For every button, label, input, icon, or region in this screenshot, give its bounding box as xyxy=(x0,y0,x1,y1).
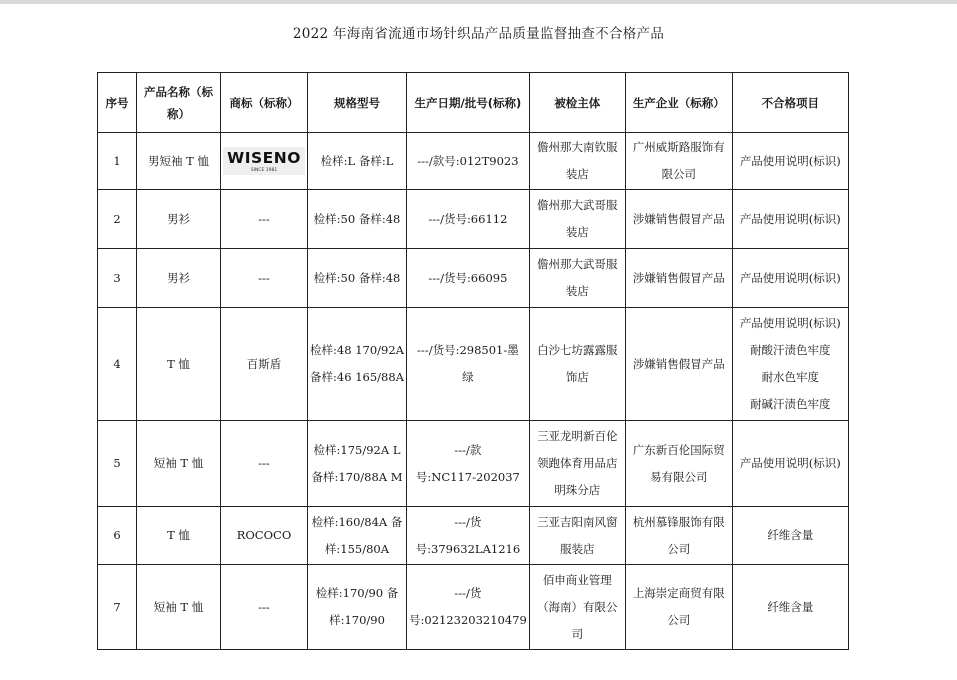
inspected-entity-cell xyxy=(529,133,625,190)
inspected-entity-cell xyxy=(529,190,625,249)
trademark-cell xyxy=(221,308,308,421)
inspected-entity-cell xyxy=(529,565,625,650)
batch-number-cell xyxy=(407,308,530,421)
batch-number-text: 号:02123203210479 xyxy=(409,613,527,627)
batch-number-cell xyxy=(407,507,530,565)
spec-text: 检样:48 170/92A xyxy=(310,343,404,357)
inspected-entity-text: 饰店 xyxy=(565,370,589,384)
batch-number-cell xyxy=(407,190,530,249)
product-name-cell xyxy=(137,565,221,650)
batch-number-cell xyxy=(407,565,530,650)
nonconforming-items-text: 纤维含量 xyxy=(767,599,814,614)
manufacturer-text: 公司 xyxy=(667,541,691,556)
trademark-text: --- xyxy=(258,599,270,614)
product-name-text: 男衫 xyxy=(167,270,190,285)
trademark-text: ROCOCO xyxy=(236,528,292,542)
manufacturer-text: 限公司 xyxy=(661,167,697,181)
batch-number-text: 绿 xyxy=(462,370,474,384)
row-index-text: 2 xyxy=(113,211,121,226)
row-index-cell xyxy=(98,249,137,308)
spec-cell xyxy=(308,507,407,565)
batch-number-text: ---/货 xyxy=(454,514,482,529)
inspected-entity-text: 装店 xyxy=(565,225,589,239)
batch-number-text: ---/货号:66112 xyxy=(428,211,508,226)
batch-number-text: ---/货号:298501-墨 xyxy=(417,343,519,357)
batch-number-text: ---/款号:012T9023 xyxy=(417,153,519,168)
manufacturer-cell xyxy=(625,565,732,650)
row-index-cell xyxy=(98,421,137,507)
product-name-text: 短袖 T 恤 xyxy=(153,599,204,614)
batch-number-text: ---/款 xyxy=(454,442,482,457)
manufacturer-text: 涉嫌销售假冒产品 xyxy=(632,356,725,371)
product-name-cell xyxy=(137,190,221,249)
row-index-cell xyxy=(98,308,137,421)
nonconforming-items-cell xyxy=(732,308,848,421)
inspected-entity-cell xyxy=(529,308,625,421)
spec-cell xyxy=(308,190,407,249)
spec-text: 检样:50 备样:48 xyxy=(313,270,401,285)
product-name-cell xyxy=(137,507,221,565)
spec-text: 检样:175/92A L xyxy=(313,442,401,457)
batch-number-text: 号:379632LA1216 xyxy=(415,541,521,556)
spec-cell xyxy=(308,249,407,308)
row-index-cell xyxy=(98,565,137,650)
manufacturer-text: 广州威斯路服饰有 xyxy=(632,140,725,154)
header-trademark: 商标（标称） xyxy=(221,73,308,133)
manufacturer-cell xyxy=(625,507,732,565)
trademark-cell xyxy=(221,249,308,308)
nonconforming-items-text: 产品使用说明(标识) xyxy=(739,270,841,285)
spec-cell xyxy=(308,308,407,421)
document-title: 2022 年海南省流通市场针织品产品质量监督抽查不合格产品 xyxy=(292,26,665,42)
spec-text: 检样:L 备样:L xyxy=(320,153,394,168)
row-index-text: 6 xyxy=(113,528,121,542)
manufacturer-text: 易有限公司 xyxy=(650,469,708,484)
manufacturer-text: 涉嫌销售假冒产品 xyxy=(632,211,725,226)
product-name-text: 男衫 xyxy=(167,211,190,226)
spec-cell xyxy=(308,565,407,650)
product-name-cell xyxy=(137,133,221,190)
header-manufacturer: 生产企业（标称） xyxy=(625,73,732,133)
spec-text: 样:170/90 xyxy=(329,613,385,627)
inspected-entity-cell xyxy=(529,249,625,308)
batch-number-text: ---/货 xyxy=(454,586,482,600)
trademark-text: --- xyxy=(258,211,270,226)
trademark-cell xyxy=(221,421,308,507)
table-row xyxy=(98,308,849,421)
manufacturer-text: 涉嫌销售假冒产品 xyxy=(632,270,725,285)
row-index-text: 3 xyxy=(113,270,121,285)
trademark-cell xyxy=(221,507,308,565)
batch-number-text: 号:NC117-202037 xyxy=(415,469,520,484)
inspected-entity-text: 明珠分店 xyxy=(554,483,601,497)
inspected-entity-text: 三亚吉阳南风窗 xyxy=(537,514,618,529)
page-top-edge xyxy=(0,0,957,4)
table-row xyxy=(98,507,849,565)
product-name-cell xyxy=(137,308,221,421)
nonconforming-items-text: 纤维含量 xyxy=(767,528,814,542)
trademark-cell xyxy=(221,190,308,249)
header-batch: 生产日期/批号(标称) xyxy=(407,73,530,133)
spec-text: 检样:170/90 备 xyxy=(315,586,399,600)
nonconforming-products-table xyxy=(97,72,849,650)
table-row xyxy=(98,421,849,507)
header-spec: 规格型号 xyxy=(308,73,407,133)
spec-text: 检样:160/84A 备 xyxy=(311,514,403,529)
nonconforming-items-cell xyxy=(732,421,848,507)
product-name-text: 短袖 T 恤 xyxy=(153,456,204,470)
nonconforming-items-text: 产品使用说明(标识) xyxy=(739,153,841,168)
manufacturer-text: 杭州慕锋服饰有限 xyxy=(632,514,725,529)
manufacturer-text: 上海崇定商贸有限 xyxy=(632,586,725,600)
inspected-entity-text: 佰申商业管理 xyxy=(542,572,612,587)
row-index-text: 5 xyxy=(113,456,121,470)
table-header-row xyxy=(98,73,849,133)
inspected-entity-text: 儋州那大武哥服 xyxy=(537,257,618,271)
inspected-entity-text: 儋州那大南钦服 xyxy=(537,140,618,154)
manufacturer-text: 公司 xyxy=(667,613,691,627)
nonconforming-items-text: 产品使用说明(标识) xyxy=(739,316,841,330)
inspected-entity-cell xyxy=(529,507,625,565)
inspected-entity-text: 装店 xyxy=(565,284,589,298)
table-row xyxy=(98,133,849,190)
header-index: 序号 xyxy=(98,73,137,133)
header-nonconforming-items: 不合格项目 xyxy=(732,73,848,133)
logo-wordmark: WISENO xyxy=(227,149,301,167)
product-name-cell xyxy=(137,421,221,507)
logo-subtitle: SINCE 1981 xyxy=(250,168,278,173)
trademark-text: --- xyxy=(258,456,270,470)
table-row xyxy=(98,565,849,650)
header-inspected-entity: 被检主体 xyxy=(529,73,625,133)
row-index-text: 7 xyxy=(113,599,121,614)
product-name-text: 男短袖 T 恤 xyxy=(148,153,209,168)
manufacturer-cell xyxy=(625,133,732,190)
inspected-entity-cell xyxy=(529,421,625,507)
product-name-text: T 恤 xyxy=(167,528,190,542)
nonconforming-items-text: 耐酸汗渍色牢度 xyxy=(750,343,831,357)
inspected-entity-text: 白沙七坊露露服 xyxy=(537,343,618,357)
batch-number-cell xyxy=(407,421,530,507)
inspected-entity-text: （海南）有限公 xyxy=(537,599,618,614)
row-index-cell xyxy=(98,190,137,249)
spec-cell xyxy=(308,421,407,507)
nonconforming-items-cell xyxy=(732,249,848,308)
nonconforming-items-cell xyxy=(732,190,848,249)
product-name-cell xyxy=(137,249,221,308)
batch-number-cell xyxy=(407,133,530,190)
nonconforming-items-text: 耐水色牢度 xyxy=(761,370,820,384)
manufacturer-cell xyxy=(625,249,732,308)
spec-text: 备样:170/88A M xyxy=(311,469,403,484)
spec-text: 备样:46 165/88A xyxy=(310,370,404,384)
nonconforming-items-cell xyxy=(732,507,848,565)
table-row xyxy=(98,190,849,249)
nonconforming-items-text: 产品使用说明(标识) xyxy=(739,456,841,470)
manufacturer-cell xyxy=(625,421,732,507)
spec-cell xyxy=(308,133,407,190)
trademark-text: --- xyxy=(258,270,270,285)
trademark-cell xyxy=(221,565,308,650)
trademark-text: 百斯盾 xyxy=(246,356,282,371)
manufacturer-text: 广东新百伦国际贸 xyxy=(632,442,725,457)
header-product-name: 产品名称（标称） xyxy=(137,73,221,133)
table-row xyxy=(98,249,849,308)
nonconforming-items-cell xyxy=(732,565,848,650)
inspected-entity-text: 三亚龙明新百伦 xyxy=(537,429,618,443)
inspected-entity-text: 服装店 xyxy=(560,541,595,556)
inspected-entity-text: 司 xyxy=(571,626,584,641)
nonconforming-items-text: 产品使用说明(标识) xyxy=(739,211,841,226)
batch-number-cell xyxy=(407,249,530,308)
trademark-cell xyxy=(221,133,308,190)
nonconforming-items-text: 耐碱汗渍色牢度 xyxy=(750,397,831,411)
row-index-cell xyxy=(98,507,137,565)
manufacturer-cell xyxy=(625,308,732,421)
row-index-text: 1 xyxy=(113,153,121,168)
row-index-cell xyxy=(98,133,137,190)
nonconforming-items-cell xyxy=(732,133,848,190)
spec-text: 检样:50 备样:48 xyxy=(313,211,401,226)
inspected-entity-text: 装店 xyxy=(565,167,589,181)
spec-text: 样:155/80A xyxy=(324,541,390,556)
row-index-text: 4 xyxy=(113,356,121,371)
inspected-entity-text: 领跑体育用品店 xyxy=(537,456,618,470)
batch-number-text: ---/货号:66095 xyxy=(428,270,508,285)
manufacturer-cell xyxy=(625,190,732,249)
wiseno-logo xyxy=(223,147,305,175)
product-name-text: T 恤 xyxy=(167,356,190,371)
inspected-entity-text: 儋州那大武哥服 xyxy=(537,198,618,212)
